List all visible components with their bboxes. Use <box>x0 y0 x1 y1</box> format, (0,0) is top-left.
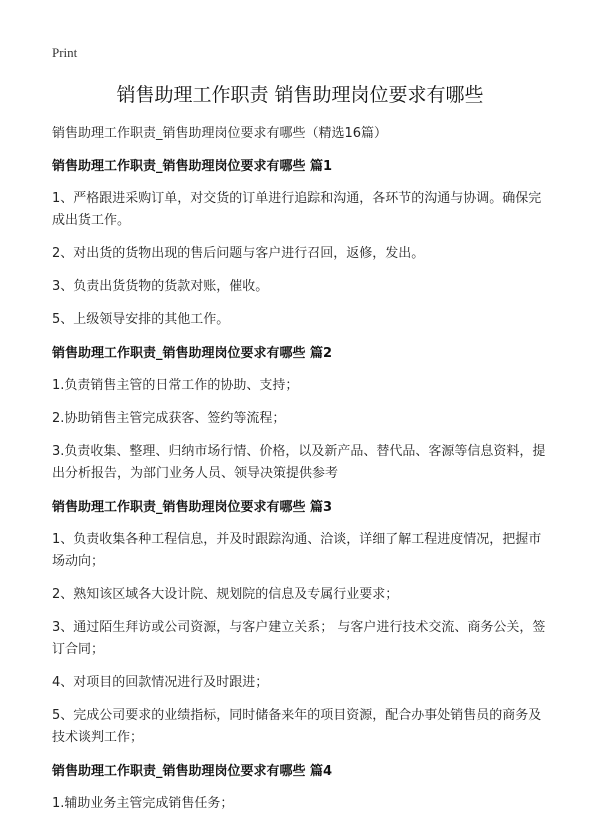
paragraph: 3、负责出货货物的货款对账，催收。 <box>52 279 269 294</box>
section-3 <box>52 498 548 749</box>
paragraph: 3.负责收集、整理、归纳市场行情、价格，以及新产品、替代品、客源等信息资料，提出分析报告，为部门业务人员、领导决策提供参考 <box>52 444 546 481</box>
print-label: Print <box>52 45 78 60</box>
section-heading: 销售助理工作职责_销售助理岗位要求有哪些 篇3 <box>52 500 333 515</box>
section-heading: 销售助理工作职责_销售助理岗位要求有哪些 篇4 <box>52 764 333 779</box>
paragraph: 2、熟知该区域各大设计院、规划院的信息及专属行业要求； <box>52 587 399 602</box>
section-4 <box>52 762 548 815</box>
paragraph: 5、上级领导安排的其他工作。 <box>52 312 230 327</box>
section-heading: 销售助理工作职责_销售助理岗位要求有哪些 篇2 <box>52 346 333 361</box>
paragraph: 2.协助销售主管完成获客、签约等流程； <box>52 411 286 426</box>
paragraph: 1、严格跟进采购订单，对交货的订单进行追踪和沟通，各环节的沟通与协调。确保完成出货工作。 <box>52 191 542 228</box>
paragraph: 5、完成公司要求的业绩指标，同时储备来年的项目资源，配合办事处销售员的商务及技术谈判工作； <box>52 708 542 745</box>
paragraph: 1.负责销售主管的日常工作的协助、支持； <box>52 378 299 393</box>
document-title: 销售助理工作职责 销售助理岗位要求有哪些 <box>116 84 484 106</box>
section-heading: 销售助理工作职责_销售助理岗位要求有哪些 篇1 <box>52 159 333 174</box>
paragraph: 3、通过陌生拜访或公司资源，与客户建立关系； 与客户进行技术交流、商务公关，签订合同； <box>52 620 546 657</box>
paragraph: 4、对项目的回款情况进行及时跟进； <box>52 675 269 690</box>
section-1 <box>52 157 548 331</box>
section-2 <box>52 344 548 485</box>
paragraph: 1.辅助业务主管完成销售任务； <box>52 796 234 811</box>
paragraph: 1、负责收集各种工程信息，并及时跟踪沟通、洽谈，详细了解工程进度情况，把握市场动向； <box>52 532 542 569</box>
document-subtitle: 销售助理工作职责_销售助理岗位要求有哪些（精选16篇） <box>52 126 388 141</box>
paragraph: 2、对出货的货物出现的售后问题与客户进行召回，返修，发出。 <box>52 246 425 261</box>
